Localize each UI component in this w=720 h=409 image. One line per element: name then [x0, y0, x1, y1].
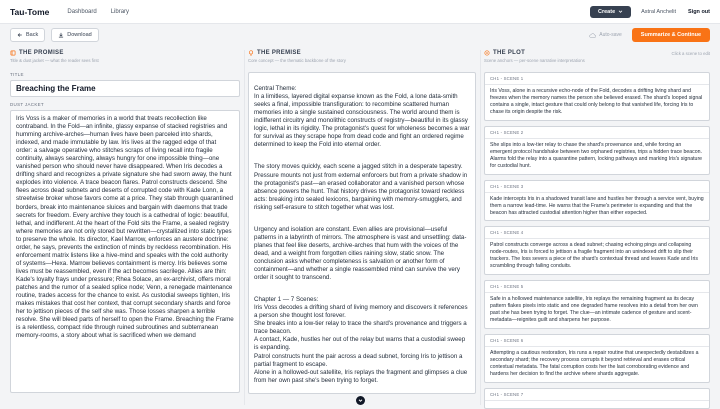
scene-text: Kade intercepts Iris in a shadowed transit lane and hustles her through a service vent, buying them a narrow lead-time. He warns that the Frame's perimeter is expanding and that the beacon has attracted custodial attention higher than either expected.: [490, 195, 704, 216]
autosave-label: Auto-save: [599, 32, 622, 38]
lightbulb-icon: [248, 50, 254, 56]
target-icon: [484, 50, 490, 56]
nav-dashboard[interactable]: Dashboard: [67, 8, 97, 15]
editor-toolbar: [0, 24, 720, 46]
scene-card[interactable]: [484, 72, 710, 121]
download-button[interactable]: [51, 28, 98, 42]
premise-paragraph: Urgency and isolation are constant. Even allies are provisional—useful patterns in a labyrinth of mirrors. The atmosphere is vast and unsettling: data-planes that feel like deserts, archive-arches that hum with the voices of the dead, and a weight from forgotten cities raining slow, static snow. The conclusion asks whether completeness is salvation or another form of containment—and whether a single reassembled mind can survive the very order it sought to transcend.: [254, 225, 467, 282]
column-title: THE PROMISE: [19, 50, 64, 56]
premise-paragraph: The story moves quickly, each scene a jagged stitch in a desperate tapestry. Pressure mounts not just from external enforcers but from a private shadow in the protagonist's past—an erased collaborator and a vanished person whose absence powers the hunt. That history drives the protagonist toward reckless acts: breaking into sealed lexicons, bargaining with memory-smugglers, and risking self-erasure to stitch together what was lost.: [254, 163, 468, 211]
plot-heading-group: [484, 50, 585, 72]
book-icon: [10, 50, 16, 56]
scene-text: Safe in a hollowed maintenance satellite, Iris replays the remaining fragment as its decay pattern flakes pixels into static and one degraded frame resolves into a detail from her own past she has been trying to forget. The clue—an intimate cadence of gesture and scent-metadata—reignites guilt and sharpens her purpose.: [490, 296, 698, 324]
scene-label: CH1 - SCENE 7: [485, 389, 709, 401]
back-label: Back: [26, 32, 39, 38]
scene-label: CH1 - SCENE 3: [485, 181, 709, 193]
download-icon: [58, 32, 64, 38]
top-navbar: [0, 0, 720, 24]
scene-text: [485, 401, 709, 408]
dust-jacket-textarea[interactable]: [10, 110, 240, 393]
create-button[interactable]: [590, 6, 631, 18]
column-subtitle: Core concept — the thematic backbone of the story: [248, 58, 346, 63]
scene-text: Attempting a cautious restoration, Iris runs a repair routine that unexpectedly destabilizes a secondary shard; the recovery process corrupts it beyond retrieval and erases critical contextual metadata. The fatal corruption costs her the last corroborating evidence and hardens her decision to find the archive where shards aggregate.: [490, 350, 699, 377]
premise-paragraph: Chapter 1 — 7 Scenes: Iris Voss decodes a drifting shard of living memory and discovers it references a person she thought lost forever. She breaks into a low-tier relay to trace the shard's provenance and triggers a trace beacon. A contact, Kade, hustles her out of the relay but warns that a custodial sweep is expanding. Patrol constructs hunt the pair across a dead subnet, forcing Iris to jettison a partial fragment to escape. Alone in a hollowed-out satellite, Iris replays the fragment and glimpses a clue from her own past she's been trying to forget.: [254, 296, 468, 384]
scene-list: [484, 72, 710, 397]
column-title: THE PREMISE: [257, 50, 301, 56]
plot-column: [484, 50, 710, 405]
column-heading: [10, 50, 240, 56]
premise-textarea[interactable]: [248, 72, 476, 394]
scene-card[interactable]: [484, 280, 710, 329]
title-input[interactable]: Breaching the Frame: [10, 80, 240, 97]
dust-jacket-text: Iris Voss is a maker of memories in a world that treats recollection like contraband. In the Fold—an infinite, glassy expanse of stacked registries and humming archive-arches—human lives have been parceled into shards, indexed, and made immutable by law. Iris lives at the ragged edge of that order: a salvage operative who stitches scraps of living recall into fragile continuity, always searching, always hungry for one impossible thing—one vanished person who should never have disappeared. When Iris decodes a drifting shard and recognizes a private signature she had sworn away, the hunt explodes into violence. A trace beacon flares. Patrol constructs descend. She flees across dead subnets and deserts of corrupted code with Kade Lonn, a streetwise broker whose favors come at a price. They stab through quarantined borders, break into maintenance sluices and bargain with daemons that trade secrets for freedom. Every archive they touch is a cathedral of logic: beautiful, lethal, and indifferent. At the heart of the Fold sits the Frame, a sealed registry where memories are not only stored but rewritten—crystallized into static types to preserve the whole. Its director, Kael Marrow, enforces an austere doctrine: order, he says, prevents the extinction of minds by reckless recombination. His enforcement matrix listens like a hive-mind and speaks with the cold authority of systems—Hexa. Marrow believes containment is mercy. Iris believes some lives must be reassembled, even if the act becomes sacrilege. Allies are thin: Kade's loyalty frays under pressure; Rhea Solace, an ex-archivist, offers moral patches and the rumor of a sealed splice node; Venn, a renegade maintenance routine, trades access for the chance to exist. As custodial sweeps tighten, Iris makes mistakes that cost her context, that corrupt secondary shards and force her to jettison pieces of the self she was. Those losses sharpen a terrible resolve. She will bleed parts of herself to open the Frame. Breaching the Frame is a relentless, compact ride through ruined subroutines and subterranean memory-rooms, a story about what is sacrificed when we demand: [16, 115, 234, 340]
scene-label: CH1 - SCENE 1: [485, 73, 709, 85]
scene-card[interactable]: [484, 226, 710, 275]
back-button[interactable]: [10, 28, 45, 42]
column-divider: [244, 50, 245, 405]
autosave-status: [589, 32, 622, 38]
column-subtitle: Scene anchors — per-scene narrative interpretations: [484, 58, 585, 63]
dust-jacket-label: DUST JACKET: [10, 102, 44, 107]
summarize-continue-button[interactable]: Summarize & Continue: [632, 28, 710, 42]
scene-card[interactable]: [484, 126, 710, 175]
download-label: Download: [67, 32, 92, 38]
arrow-left-icon: [17, 32, 23, 38]
scene-text: Iris Voss, alone in a recursive echo-node of the Fold, decodes a drifting living shard and freezes when the memory names the person she believed erased. The shard's looped signal contains a single, intact gesture that could only belong to that vanished life, forcing Iris to chase its origin despite the risk.: [490, 88, 703, 115]
cloud-icon: [589, 33, 596, 38]
scene-label: CH1 - SCENE 2: [485, 127, 709, 139]
plot-header-row: [484, 50, 710, 72]
column-divider: [480, 50, 481, 405]
chevron-down-icon: [358, 398, 363, 403]
chevron-down-icon: [618, 9, 623, 14]
scene-card[interactable]: [484, 388, 710, 409]
scroll-down-button[interactable]: [356, 396, 365, 405]
scene-card[interactable]: [484, 180, 710, 222]
scene-text: She slips into a low-tier relay to chase the shard's provenance and, while forcing an emergent protocol handshake between two orphaned registries, trips a hidden trace beacon. Alarms fold the relay into a quarantine pattern, locking pathways and marking Iris's signature for custodial hunt.: [490, 141, 703, 169]
user-name: Astral Anchelit: [641, 8, 676, 15]
title-label: TITLE: [10, 72, 24, 77]
premise-column: [248, 50, 476, 405]
scene-text: Patrol constructs converge across a dead subnet; chasing echoing pings and collapsing node-routes, Iris is forced to jettison a fragile fragment into an unindexed drift to slip their trackers. The loss severs a piece of the shard's contextual thread and leaves Kade and Iris scrambling through failing conduits.: [490, 242, 698, 270]
scene-label: CH1 - SCENE 6: [485, 335, 709, 347]
app-logo[interactable]: Tau-Tome: [10, 6, 50, 17]
scene-label: CH1 - SCENE 5: [485, 281, 709, 293]
scene-card[interactable]: [484, 334, 710, 383]
column-heading: [484, 50, 585, 56]
column-heading: [248, 50, 476, 56]
scene-label: CH1 - SCENE 4: [485, 227, 709, 239]
edit-hint: Click a scene to edit: [671, 51, 710, 56]
signout-button[interactable]: Sign out: [688, 8, 710, 15]
promise-column: [10, 50, 240, 405]
column-subtitle: Title & dust jacket — what the reader sees first: [10, 58, 99, 63]
nav-library[interactable]: Library: [110, 8, 130, 15]
premise-paragraph: Central Theme: In a limitless, layered digital expanse known as the Fold, a lone data-smith seeks a final, impossible transfiguration: to recombine scattered human memories into a single sustained consciousness. The world around them is indifferent circuitry and monolithic constructs of registry—beautiful in its glassy logic, lethal in its rigidity. The protagonist's quest for wholeness becomes a war for survival as they scrape hope from dead code and fight an ordered regime determined to keep the Fold into eternal order.: [254, 85, 470, 149]
column-title: THE PLOT: [493, 50, 526, 56]
create-label: Create: [598, 8, 616, 15]
